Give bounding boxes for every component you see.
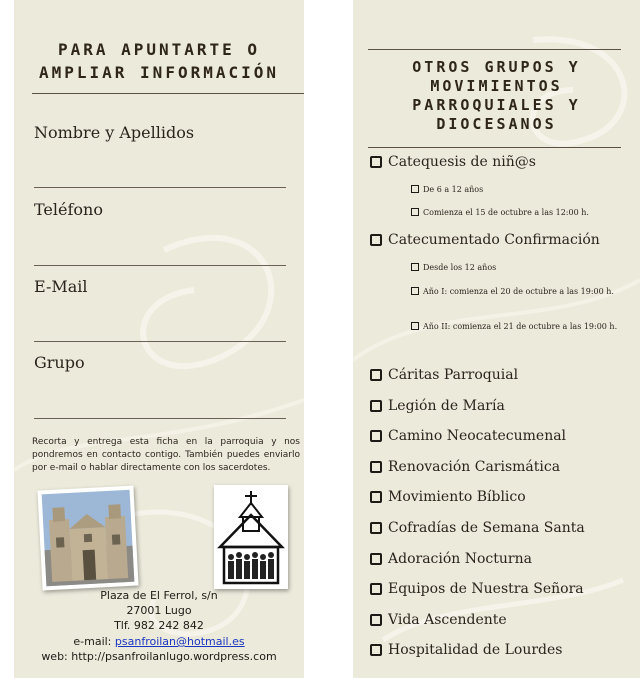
address-web[interactable]: web: http://psanfroilanlugo.wordpress.com — [41, 650, 277, 663]
option-caritas[interactable]: Cáritas Parroquial — [370, 367, 518, 383]
field-line-email[interactable] — [34, 341, 286, 342]
groups-heading-line-4: DIOCESANOS — [436, 115, 557, 133]
address-street: Plaza de El Ferrol, s/n — [100, 589, 218, 602]
confirmacion-sub-1[interactable]: Desde los 12 años — [411, 262, 621, 273]
option-biblico[interactable]: Movimiento Bíblico — [370, 489, 526, 505]
heading-rule — [32, 93, 304, 94]
catequesis-sub-1[interactable]: De 6 a 12 años — [411, 184, 621, 195]
address-email-line — [14, 635, 304, 649]
option-equipos[interactable]: Equipos de Nuestra Señora — [370, 581, 584, 597]
option-hospitalidad[interactable]: Hospitalidad de Lourdes — [370, 642, 562, 658]
checkbox[interactable] — [370, 369, 382, 381]
instructions-note: Recorta y entrega esta ficha en la parroquia y nos pondremos en contacto contigo. También puedes enviarlo por e-mail o hablar directamente con los sacerdotes. — [32, 437, 300, 473]
field-line-phone[interactable] — [34, 265, 286, 266]
confirmacion-sub-3[interactable]: Año II: comienza el 21 de octubre a las 19:00 h. — [411, 321, 621, 332]
top-rule — [368, 49, 621, 50]
form-heading-line-1: PARA APUNTARTE O — [57, 40, 261, 59]
checkbox[interactable] — [370, 156, 382, 168]
field-line-name[interactable] — [34, 187, 286, 188]
email-prefix: e-mail: — [73, 635, 115, 648]
field-line-group[interactable] — [34, 418, 286, 419]
small-checkbox[interactable] — [411, 287, 419, 295]
right-panel — [353, 0, 640, 678]
confirmacion-sub-2[interactable]: Año I: comienza el 20 de octubre a las 19:00 h. — [411, 286, 621, 297]
checkbox[interactable] — [370, 644, 382, 656]
field-label-name: Nombre y Apellidos — [34, 123, 195, 142]
small-checkbox[interactable] — [411, 208, 419, 216]
groups-heading-line-3: PARROQUIALES Y — [412, 96, 581, 114]
church-drawing-icon — [214, 485, 288, 589]
checkbox[interactable] — [370, 400, 382, 412]
checkbox[interactable] — [370, 430, 382, 442]
checkbox[interactable] — [370, 491, 382, 503]
checkbox[interactable] — [370, 614, 382, 626]
heading-rule-right — [368, 147, 621, 148]
left-panel — [14, 0, 304, 678]
field-label-group: Grupo — [34, 353, 85, 372]
small-checkbox[interactable] — [411, 185, 419, 193]
email-link[interactable]: psanfroilan@hotmail.es — [114, 635, 245, 648]
option-confirmacion[interactable]: Catecumentado Confirmación — [370, 232, 600, 248]
field-label-phone: Teléfono — [34, 200, 103, 219]
option-neocatecumenal[interactable]: Camino Neocatecumenal — [370, 428, 566, 444]
checkbox[interactable] — [370, 234, 382, 246]
checkbox[interactable] — [370, 583, 382, 595]
church-photo-image — [37, 486, 138, 591]
checkbox[interactable] — [370, 522, 382, 534]
field-label-email: E-Mail — [34, 277, 88, 296]
option-catequesis[interactable]: Catequesis de niñ@s — [370, 154, 536, 170]
groups-heading-line-1: OTROS GRUPOS Y — [412, 58, 581, 76]
option-legion[interactable]: Legión de María — [370, 398, 505, 414]
checkbox[interactable] — [370, 553, 382, 565]
church-drawing — [214, 485, 288, 589]
small-checkbox[interactable] — [411, 322, 419, 330]
option-cofradias[interactable]: Cofradías de Semana Santa — [370, 520, 585, 536]
groups-heading-line-2: MOVIMIENTOS — [430, 77, 563, 95]
address-phone: Tlf. 982 242 842 — [114, 619, 204, 632]
option-adoracion[interactable]: Adoración Nocturna — [370, 551, 532, 567]
option-vida-ascendente[interactable]: Vida Ascendente — [370, 612, 507, 628]
option-renovacion[interactable]: Renovación Carismática — [370, 459, 560, 475]
small-checkbox[interactable] — [411, 263, 419, 271]
catequesis-sub-2[interactable]: Comienza el 15 de octubre a las 12:00 h. — [411, 207, 621, 218]
form-heading-line-2: AMPLIAR INFORMACIÓN — [38, 63, 280, 82]
address-postal: 27001 Lugo — [126, 604, 192, 617]
church-photo — [37, 486, 138, 591]
checkbox[interactable] — [370, 461, 382, 473]
